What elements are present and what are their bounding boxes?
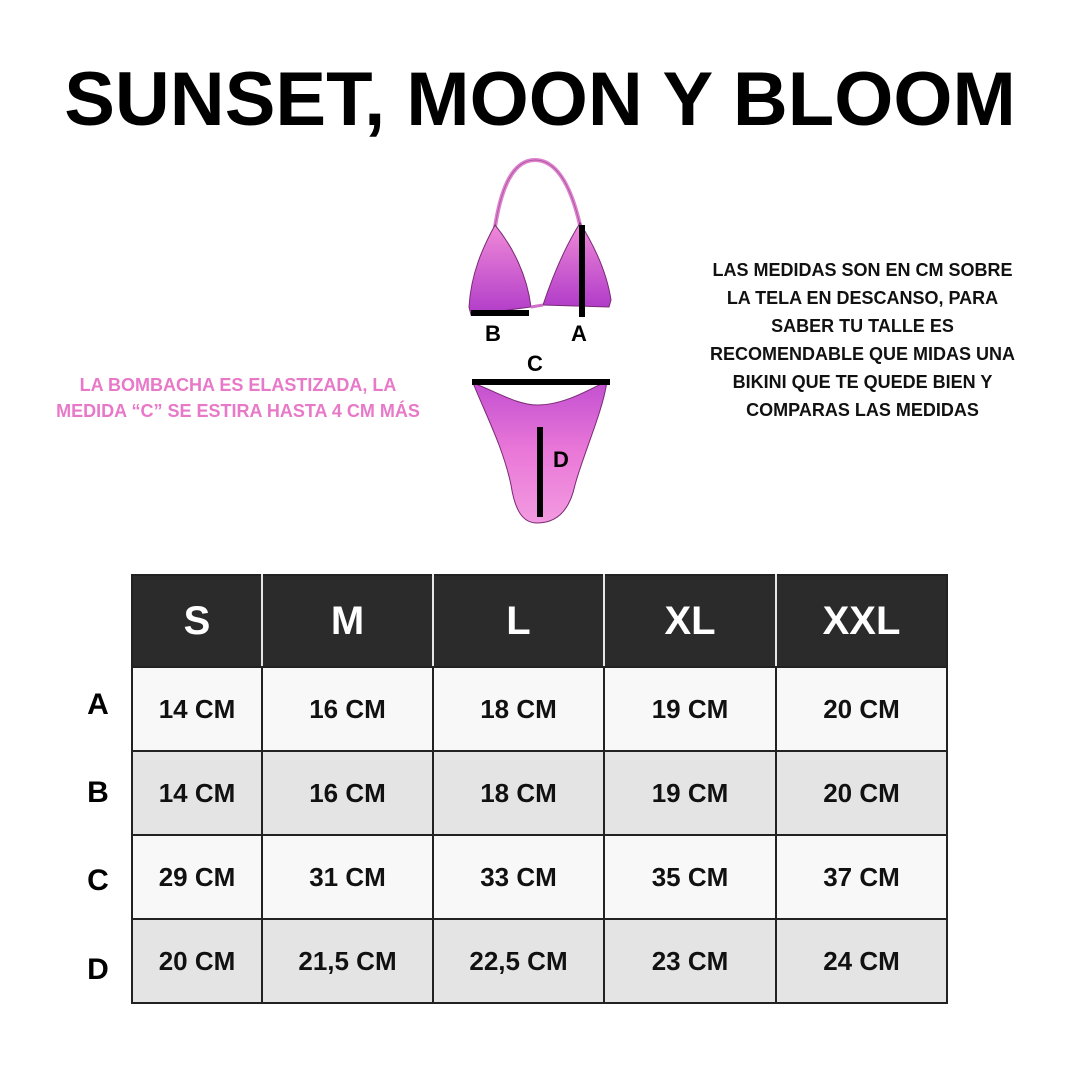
table-cell: 14 CM [132,667,262,751]
size-header-m: M [262,575,433,667]
left-cup [469,225,531,315]
measurement-note-line-3: SABER TU TALLE ES [771,316,954,336]
elastic-note-line-2: MEDIDA “C” SE ESTIRA HASTA 4 CM MÁS [56,401,420,421]
measurement-note-line-1: LAS MEDIDAS SON EN CM SOBRE [712,260,1013,280]
table-cell: 20 CM [776,751,947,835]
table-row-b [132,751,947,835]
right-cup [543,223,611,307]
measurement-note-line-5: BIKINI QUE TE QUEDE BIEN Y [732,372,993,392]
row-label-c: C [87,864,109,897]
measure-line-a [579,225,585,317]
table-cell: 14 CM [132,751,262,835]
halter-strap [495,160,580,227]
size-header-row [132,575,947,667]
table-cell: 18 CM [433,751,604,835]
table-cell: 20 CM [132,919,262,1003]
table-cell: 21,5 CM [262,919,433,1003]
table-cell: 31 CM [262,835,433,919]
row-label-a: A [87,688,109,721]
label-d: D [553,447,569,472]
table-cell: 35 CM [604,835,776,919]
elastic-note [18,372,458,424]
table-cell: 16 CM [262,751,433,835]
measurement-note-line-2: LA TELA EN DESCANSO, PARA [726,288,999,308]
table-cell: 37 CM [776,835,947,919]
table-cell: 23 CM [604,919,776,1003]
table-cell: 19 CM [604,751,776,835]
size-header-xxl: XXL [776,575,947,667]
table-cell: 19 CM [604,667,776,751]
table-cell: 16 CM [262,667,433,751]
row-label-d: D [87,953,109,986]
measure-line-c [472,379,610,385]
measurement-note-line-4: RECOMENDABLE QUE MIDAS UNA [709,344,1015,364]
table-cell: 24 CM [776,919,947,1003]
table-row-c [132,835,947,919]
size-header-xl: XL [604,575,776,667]
bikini-diagram [455,155,625,535]
table-cell: 22,5 CM [433,919,604,1003]
label-b: B [485,321,501,346]
table-row-d [132,919,947,1003]
size-header-l: L [433,575,604,667]
page-title: SUNSET, MOON Y BLOOM [64,57,1016,142]
bikini-illustration [455,155,625,535]
label-a: A [571,321,587,346]
size-header-s: S [132,575,262,667]
label-c: C [527,351,543,376]
table-row-a [132,667,947,751]
table-cell: 18 CM [433,667,604,751]
table-cell: 20 CM [776,667,947,751]
table-cell: 33 CM [433,835,604,919]
measure-line-d [537,427,543,517]
measurement-note [680,256,1045,424]
measurement-note-line-6: COMPARAS LAS MEDIDAS [746,400,979,420]
size-chart-table [131,574,948,1004]
row-label-b: B [87,776,109,809]
elastic-note-line-1: LA BOMBACHA ES ELASTIZADA, LA [79,375,397,395]
table-cell: 29 CM [132,835,262,919]
measure-line-b [471,310,529,316]
